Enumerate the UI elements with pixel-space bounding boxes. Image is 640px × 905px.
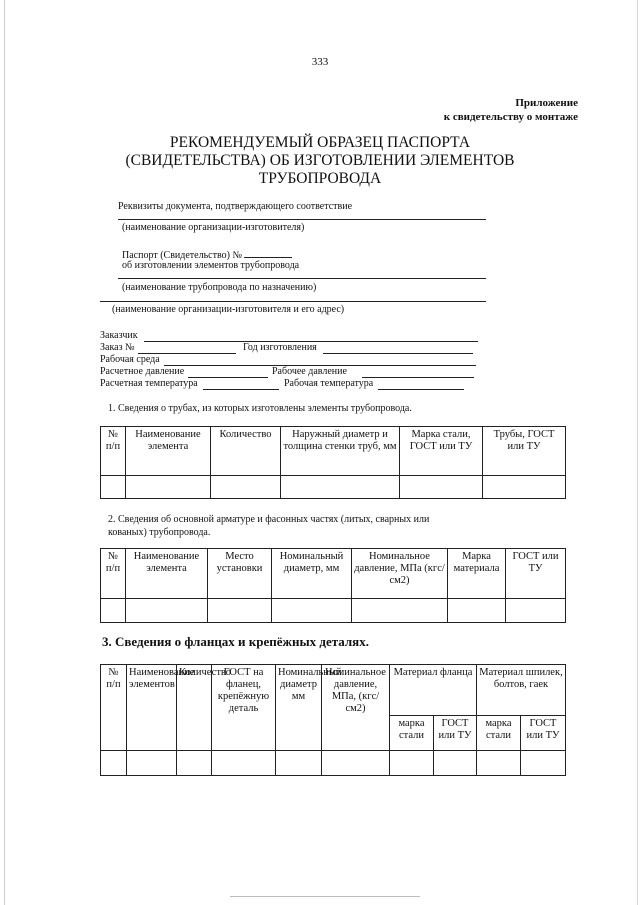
header-cell: Количество xyxy=(211,427,281,476)
header-cell: ГОСТ на фланец, крепёжную деталь xyxy=(212,665,276,751)
section-2-title-line-2: кованых) трубопровода. xyxy=(108,527,211,538)
design-temperature-label: Расчетная температура xyxy=(100,378,198,389)
header-cell: Номинальный диаметр, мм xyxy=(272,549,352,599)
table-cell[interactable] xyxy=(281,476,400,499)
header-cell: Материал шпилек, болтов, гаек xyxy=(477,665,566,716)
working-temperature-field[interactable] xyxy=(378,389,464,390)
passport-number-row xyxy=(122,247,292,261)
header-cell: Наименование элементов xyxy=(127,665,177,751)
section-2-title xyxy=(108,513,429,539)
header-cell: № п/п xyxy=(101,549,126,599)
table-cell[interactable] xyxy=(390,751,434,776)
requisites-line xyxy=(118,219,486,220)
table-cell[interactable] xyxy=(101,751,127,776)
pipeline-line xyxy=(118,278,486,279)
pipeline-caption: (наименование трубопровода по назначению) xyxy=(122,282,317,293)
header-cell: Марка стали, ГОСТ или ТУ xyxy=(400,427,483,476)
pipes-table xyxy=(100,426,566,499)
working-pressure-label: Рабочее давление xyxy=(272,366,347,377)
valves-table xyxy=(100,548,566,623)
appendix-line-2: к свидетельству о монтаже xyxy=(443,111,578,123)
passport-label: Паспорт (Свидетельство) № xyxy=(122,250,242,261)
section-3-title: 3. Сведения о фланцах и крепёжных деталях. xyxy=(102,634,369,649)
table-cell[interactable] xyxy=(212,751,276,776)
medium-label: Рабочая среда xyxy=(100,354,160,365)
appendix-note xyxy=(444,96,578,124)
header-cell: Наименование элемента xyxy=(126,427,211,476)
table-cell[interactable] xyxy=(211,476,281,499)
passport-number-blank[interactable] xyxy=(244,247,292,258)
passport-subtitle: об изготовлении элементов трубопровода xyxy=(122,260,300,271)
table-cell[interactable] xyxy=(126,476,211,499)
table-cell[interactable] xyxy=(483,476,566,499)
table-row xyxy=(101,599,566,623)
table-cell[interactable] xyxy=(322,751,390,776)
header-cell: Наружный диаметр и толщина стенки труб, мм xyxy=(281,427,400,476)
page-number: 333 xyxy=(311,56,329,68)
design-pressure-field[interactable] xyxy=(188,377,268,378)
title-line-3: ТРУБОПРОВОДА xyxy=(258,170,382,187)
header-cell: Номинальное давление, МПа, (кгс/см2) xyxy=(322,665,390,751)
working-pressure-field[interactable] xyxy=(362,377,474,378)
section-1-title: 1. Сведения о трубах, из которых изготовлены элементы трубопровода. xyxy=(108,403,412,414)
header-cell: Номинальное давление, МПа (кгс/см2) xyxy=(352,549,448,599)
title-line-2: (СВИДЕТЕЛЬСТВА) ОБ ИЗГОТОВЛЕНИИ ЭЛЕМЕНТОВ xyxy=(125,152,515,169)
valves-table-header xyxy=(101,549,566,599)
address-line xyxy=(100,301,486,302)
subheader-cell: ГОСТ или ТУ xyxy=(521,716,566,751)
header-cell: Номинальный диаметр мм xyxy=(276,665,322,751)
table-cell[interactable] xyxy=(272,599,352,623)
header-cell: № п/п xyxy=(101,665,127,751)
table-cell[interactable] xyxy=(101,476,126,499)
table-cell[interactable] xyxy=(521,751,566,776)
working-temperature-label: Рабочая температура xyxy=(284,378,374,389)
table-row xyxy=(101,476,566,499)
year-field[interactable] xyxy=(323,353,473,354)
section-2-title-line-1: 2. Сведения об основной арматуре и фасонных частях (литых, сварных или xyxy=(108,514,430,525)
table-cell[interactable] xyxy=(101,599,126,623)
title-line-1: РЕКОМЕНДУЕМЫЙ ОБРАЗЕЦ ПАСПОРТА xyxy=(169,134,471,151)
table-cell[interactable] xyxy=(477,751,521,776)
manufacturer-caption: (наименование организации-изготовителя) xyxy=(122,222,305,233)
table-cell[interactable] xyxy=(506,599,566,623)
table-cell[interactable] xyxy=(448,599,506,623)
appendix-line-1: Приложение xyxy=(515,97,578,109)
subheader-cell: ГОСТ или ТУ xyxy=(434,716,477,751)
header-cell: Трубы, ГОСТ или ТУ xyxy=(483,427,566,476)
table-cell[interactable] xyxy=(127,751,177,776)
header-cell: Место установки xyxy=(208,549,272,599)
flanges-table-header xyxy=(101,665,566,716)
header-cell: Марка материала xyxy=(448,549,506,599)
table-cell[interactable] xyxy=(177,751,212,776)
requisites-label: Реквизиты документа, подтверждающего соответствие xyxy=(118,201,353,212)
header-cell: Наименование элемента xyxy=(126,549,208,599)
subheader-cell: марка стали xyxy=(477,716,521,751)
design-temperature-field[interactable] xyxy=(203,389,279,390)
table-cell[interactable] xyxy=(352,599,448,623)
table-cell[interactable] xyxy=(434,751,477,776)
page-edge-bottom xyxy=(230,896,420,897)
year-label: Год изготовления xyxy=(243,342,317,353)
manufacturer-address-caption: (наименование организации-изготовителя и его адрес) xyxy=(112,304,345,315)
document-title xyxy=(0,134,640,188)
header-cell: № п/п xyxy=(101,427,126,476)
table-row xyxy=(101,751,566,776)
table-cell[interactable] xyxy=(208,599,272,623)
table-cell[interactable] xyxy=(400,476,483,499)
table-cell[interactable] xyxy=(126,599,208,623)
subheader-cell: марка стали xyxy=(390,716,434,751)
customer-label: Заказчик xyxy=(100,330,138,341)
header-cell: Количество xyxy=(177,665,212,751)
pipes-table-header xyxy=(101,427,566,476)
order-number-label: Заказ № xyxy=(100,342,135,353)
flanges-table xyxy=(100,664,566,776)
header-cell: ГОСТ или ТУ xyxy=(506,549,566,599)
header-cell: Материал фланца xyxy=(390,665,477,716)
design-pressure-label: Расчетное давление xyxy=(100,366,185,377)
table-cell[interactable] xyxy=(276,751,322,776)
